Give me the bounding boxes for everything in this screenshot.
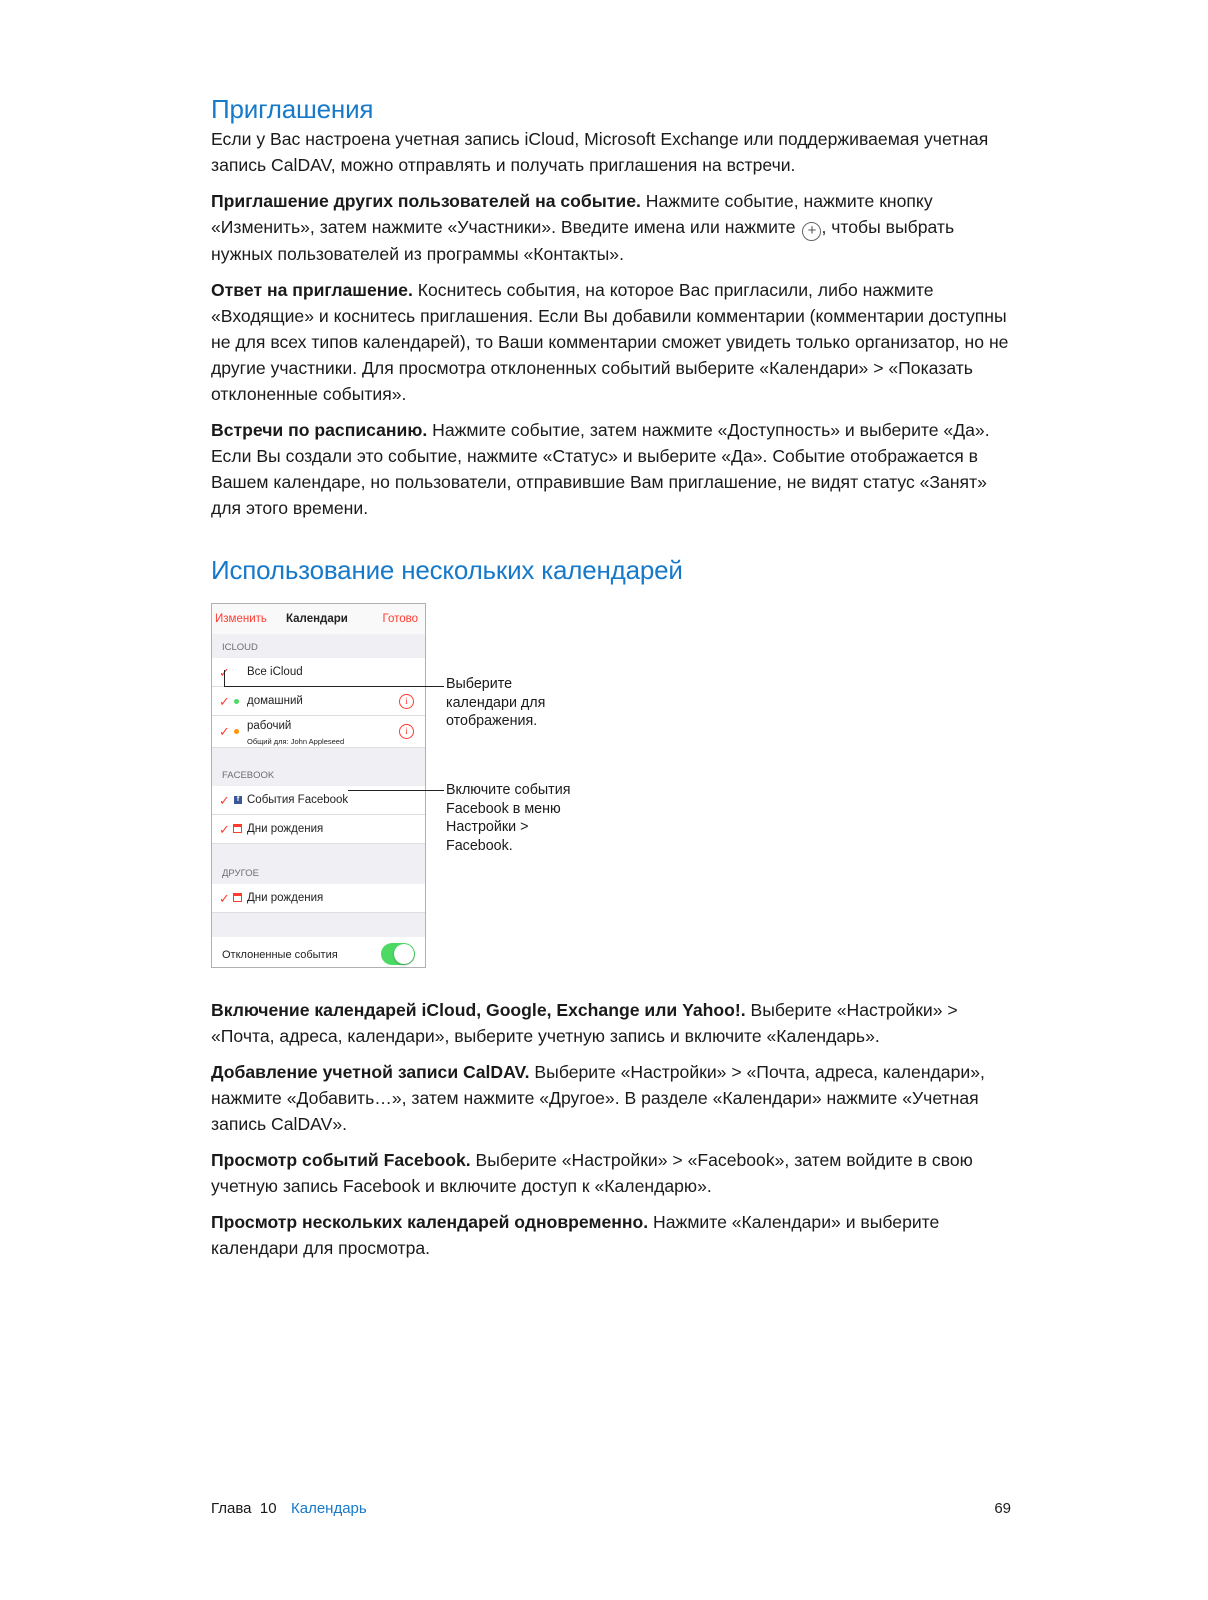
calendar-label: Все iCloud — [247, 666, 303, 678]
chapter-number: Глава 10 — [211, 1500, 277, 1517]
phone-screenshot — [211, 603, 426, 968]
calendar-row-other-birthdays[interactable] — [212, 884, 425, 913]
page-number: 69 — [994, 1500, 1011, 1517]
paragraph-reply: Ответ на приглашение. Коснитесь события, на которое Вас пригласили, либо нажмите «Входящие» и коснитесь приглашения. Если Вы добавили комментарии (комментарии доступны не для всех типов календарей), то Ваши комментарии сможет увидеть только организатор, но не другие участники. Для просмотра отклоненных событий выберите «Календари» > «Показать отклоненные события». — [211, 280, 1009, 404]
paragraph-intro: Если у Вас настроена учетная запись iCloud, Microsoft Exchange или поддерживаемая учетная запись CalDAV, можно отправлять и получать приглашения на встречи. — [211, 129, 989, 175]
calendar-row-facebook-birthdays[interactable] — [212, 815, 425, 844]
section-header-other: ДРУГОЕ — [222, 868, 259, 879]
nav-title: Календари — [286, 613, 348, 625]
checkmark-icon: ✓ — [219, 665, 230, 680]
checkmark-icon: ✓ — [219, 891, 230, 906]
spacer — [212, 913, 425, 937]
callout-facebook-events: Включите события Facebook в меню Настройки > Facebook. — [446, 782, 571, 854]
callout-choose-calendars: Выберите календари для отображения. — [446, 676, 546, 729]
page-footer — [211, 1500, 1011, 1522]
calendar-label: рабочий — [247, 720, 292, 732]
checkmark-icon: ✓ — [219, 694, 230, 709]
birthday-calendar-icon — [233, 893, 242, 902]
toggle-knob — [394, 944, 414, 964]
paragraph-title: Добавление учетной записи CalDAV. — [211, 1062, 530, 1082]
declined-events-label: Отклоненные события — [222, 949, 338, 961]
paragraph-caldav: Добавление учетной записи CalDAV. Выберите «Настройки» > «Почта, адреса, календари», нажмите «Добавить…», затем нажмите «Другое». В разделе «Календари» нажмите «Учетная запись CalDAV». — [211, 1062, 985, 1134]
section-heading-invitations: Приглашения — [211, 94, 374, 124]
calendar-label: События Facebook — [247, 794, 349, 806]
paragraph-title: Включение календарей iCloud, Google, Exchange или Yahoo!. — [211, 1000, 746, 1020]
info-icon[interactable]: i — [399, 724, 414, 739]
done-button[interactable]: Готово — [382, 613, 418, 625]
paragraph-title: Ответ на приглашение. — [211, 280, 413, 300]
declined-events-row — [212, 937, 425, 968]
callout-line — [224, 670, 225, 686]
paragraph-enable-calendars: Включение календарей iCloud, Google, Exchange или Yahoo!. Выберите «Настройки» > «Почта, адреса, календари», выберите учетную запись и включите «Календарь». — [211, 1000, 958, 1046]
paragraph-title: Приглашение других пользователей на событие. — [211, 191, 641, 211]
paragraph-invite-others: Приглашение других пользователей на событие. Нажмите событие, нажмите кнопку «Изменить», затем нажмите «Участники». Введите имена или нажмите + , чтобы выбрать нужных пользователей из программы «Контакты». — [211, 191, 955, 264]
paragraph-view-multiple: Просмотр нескольких календарей одновременно. Нажмите «Календари» и выберите календари для просмотра. — [211, 1212, 940, 1258]
nav-bar — [212, 604, 425, 634]
calendar-row-all-icloud[interactable] — [212, 658, 425, 687]
section-heading-multiple-calendars: Использование нескольких календарей — [211, 555, 683, 585]
calendar-row-home[interactable] — [212, 687, 425, 716]
paragraph-title: Встречи по расписанию. — [211, 420, 428, 440]
paragraph-title: Просмотр нескольких календарей одновременно. — [211, 1212, 649, 1232]
calendars-figure — [211, 603, 1011, 983]
color-dot-icon — [234, 699, 239, 704]
spacer — [212, 844, 425, 868]
plus-circle-icon: + — [802, 222, 821, 241]
info-icon[interactable]: i — [399, 694, 414, 709]
checkmark-icon: ✓ — [219, 793, 230, 808]
page-content — [211, 92, 1011, 1271]
edit-button[interactable]: Изменить — [215, 613, 267, 625]
calendar-row-work[interactable] — [212, 716, 425, 748]
section-header-facebook: FACEBOOK — [222, 770, 275, 781]
checkmark-icon: ✓ — [219, 724, 230, 739]
chapter-title-link[interactable]: Календарь — [291, 1500, 367, 1517]
checkmark-icon: ✓ — [219, 822, 230, 837]
calendar-label: Дни рождения — [247, 823, 324, 835]
birthday-calendar-icon — [233, 824, 242, 833]
spacer — [212, 748, 425, 762]
declined-events-toggle[interactable] — [381, 943, 415, 965]
paragraph-schedule: Встречи по расписанию. Нажмите событие, затем нажмите «Доступность» и выберите «Да». Если Вы создали это событие, нажмите «Статус» и выберите «Да». Событие отображается в Вашем календаре, но пользователи, отправившие Вам приглашение, не видят статус «Занят» для этого времени. — [211, 420, 990, 518]
facebook-icon: f — [234, 796, 242, 804]
color-dot-icon — [234, 729, 239, 734]
section-header-icloud: ICLOUD — [222, 642, 258, 653]
calendar-label: Дни рождения — [247, 892, 324, 904]
callout-line — [224, 686, 444, 687]
paragraph-facebook: Просмотр событий Facebook. Выберите «Настройки» > «Facebook», затем войдите в свою учетную запись Facebook и включите доступ к «Календарю». — [211, 1150, 973, 1196]
calendar-label: домашний — [247, 695, 303, 707]
callout-line — [348, 790, 444, 791]
calendar-shared-with: Общий для: John Appleseed — [247, 737, 345, 746]
paragraph-title: Просмотр событий Facebook. — [211, 1150, 471, 1170]
